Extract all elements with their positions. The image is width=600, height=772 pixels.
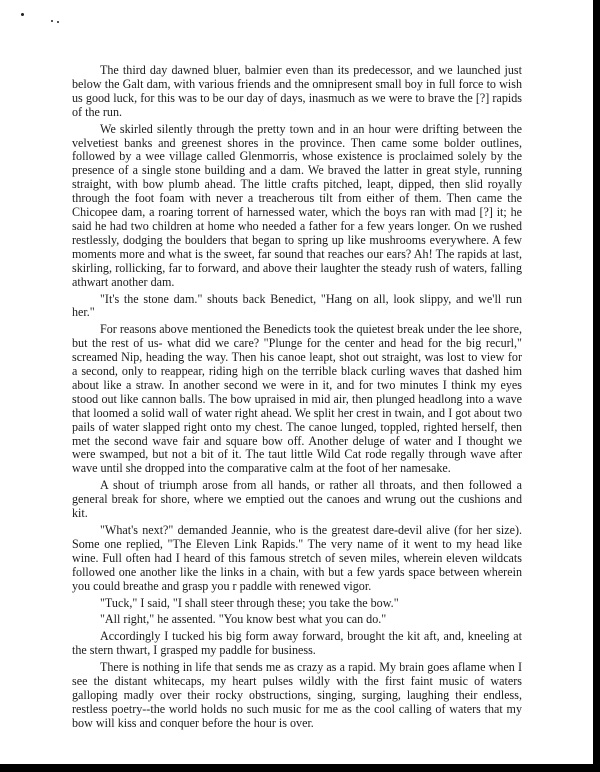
paragraph: A shout of triumph arose from all hands, or rather all throats, and then followed a general break for shore, where we emptied out the canoes and wrung out the cushions and kit.: [72, 478, 522, 521]
paragraph: Accordingly I tucked his big form away forward, brought the kit aft, and, kneeling at the stern thwart, I grasped my paddle for business.: [72, 629, 522, 658]
paragraph: There is nothing in life that sends me as crazy as a rapid. My brain goes aflame when I see the distant whitecaps, my heart pulses wildly with the first faint music of waters galloping madly over their rocky obstructions, singing, surging, laughing their endless, restless poetry--the world holds no such music for me as the cool calling of waters that my bow will kiss and conquer before the hour is over.: [72, 660, 522, 730]
paragraph: We skirled silently through the pretty town and in an hour were drifting between the velvetiest banks and greenest shores in the province. Then came some bolder outlines, followed by a wee village called Glenmorris, whose existence is proclaimed solely by the presence of a single stone building and a dam. We braved the latter in great style, running straight, with bow plumb ahead. The little crafts pitched, leapt, dipped, then slid royally through the foot foam with never a treacherous tilt from either of them. Then came the Chicopee dam, a roaring torrent of harnessed water, which the boys ran with mad [?] it; he said he had two children at home who needed a father for a few years longer. On we rushed restlessly, dodging the boulders that began to spring up like mushrooms everywhere. A few moments more and what is the sweet, far sound that reaches our ears? Ah! The rapids at last, skirling, rollicking, far to forward, and above their laughter the steady rush of waters, falling athwart another dam.: [72, 121, 522, 289]
paragraph: "It's the stone dam." shouts back Benedict, "Hang on all, look slippy, and we'll run her.": [72, 291, 522, 320]
paragraph: "Tuck," I said, "I shall steer through these; you take the bow.": [100, 595, 399, 610]
paragraph: "What's next?" demanded Jeannie, who is the greatest dare-devil alive (for her size). Some one replied, "The Eleven Link Rapids." The very name of it went to my head like wine. Full often had I heard of this famous stretch of seven miles, wherein eleven wildcats followed one another like the links in a chain, with but a few yards space between wherein you could breathe and grasp you r paddle with renewed vigor.: [72, 523, 522, 593]
scan-speck: [57, 21, 59, 23]
paragraph: The third day dawned bluer, balmier even than its predecessor, and we launched just below the Galt dam, with various friends and the omnipresent small boy in full force to wish us good luck, for this was to be our day of days, inasmuch as we were to brave the [?] rapids of the run.: [72, 63, 522, 119]
document-body: [72, 64, 522, 734]
scan-speck: [51, 20, 53, 22]
paragraph: "All right," he assented. "You know best what you can do.": [100, 612, 387, 627]
paragraph: For reasons above mentioned the Benedicts took the quietest break under the lee shore, but the rest of us- what did we care? "Plunge for the center and head for the big recurl," screamed Nip, heading the way. Then his canoe leapt, shot out straight, was lost to view for a second, only to reappear, riding high on the terrible black curling waves that dashed him about like a straw. In another second we were in it, and for two minutes I think my eyes stood out like cannon balls. The bow upraised in mid air, then plunged headlong into a wave that loomed a solid wall of water right ahead. We split her crest in twain, and I got about two pails of water slapped right onto my chest. The canoe lunged, toppled, righted herself, then met the second wave fair and square bow off. Another deluge of water and I thought we were swamped, but not a bit of it. The taut little Wild Cat rode regally through wave after wave until she dropped into the comparative calm at the foot of her namesake.: [72, 322, 522, 476]
scan-speck: [21, 13, 24, 16]
